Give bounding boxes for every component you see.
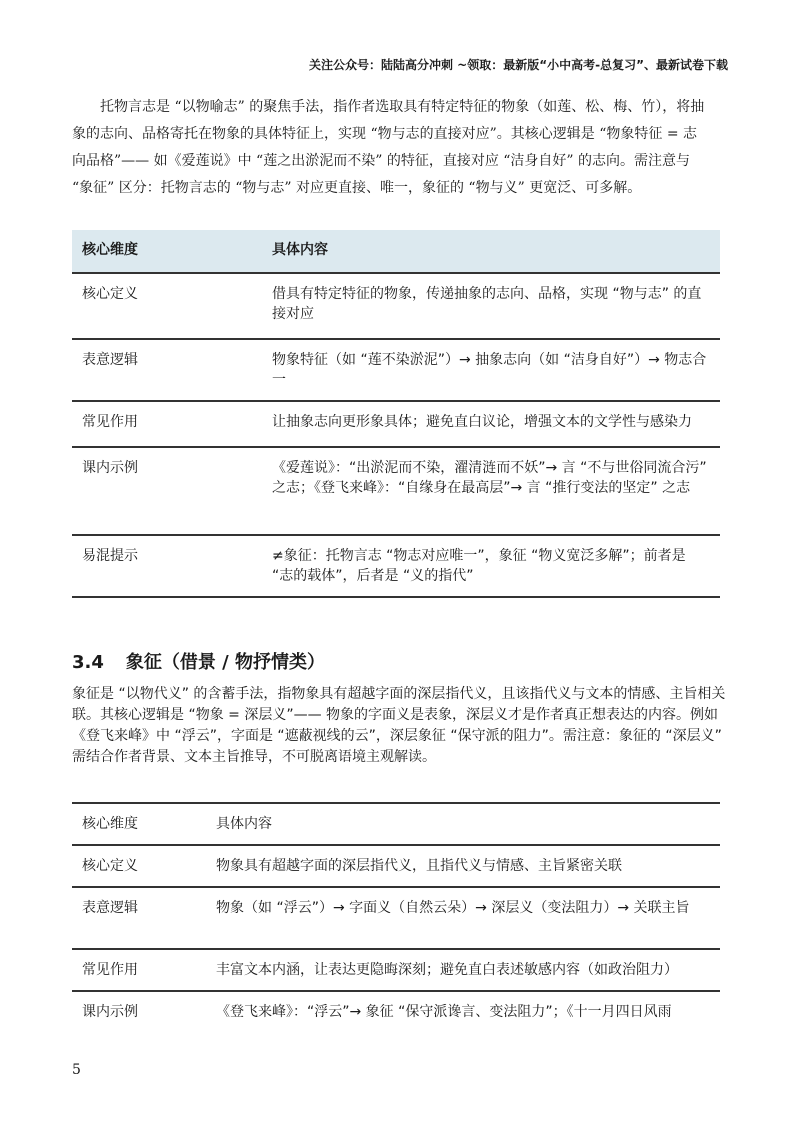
header-dimension: 核心维度 xyxy=(72,230,262,273)
table-header-row xyxy=(72,803,720,845)
table-row xyxy=(72,339,720,401)
row-dimension: 常见作用 xyxy=(72,401,262,447)
row-dimension: 课内示例 xyxy=(82,1004,138,1020)
table-row xyxy=(72,535,720,597)
header-content: 具体内容 xyxy=(262,230,720,273)
row-content: 让抽象志向更形象具体；避免直白议论，增强文本的文学性与感染力 xyxy=(262,401,720,447)
header-dimension: 核心维度 xyxy=(72,803,206,845)
row-content: 物象特征（如 “莲不染淤泥”）→ 抽象志向（如 “洁身自好”）→ 物志合一 xyxy=(262,339,720,401)
section-number: 3.4 xyxy=(72,652,104,673)
row-content: 物象具有超越字面的深层指代义，且指代义与情感、主旨紧密关联 xyxy=(206,845,720,887)
intro-paragraph: 托物言志是 “以物喻志” 的聚焦手法，指作者选取具有特定特征的物象（如莲、松、梅、竹），将抽象的志向、品格寄托在物象的具体特征上，实现 “物与志的直接对应”。其核心逻辑是 “物象特征 = 志向品格”—— 如《爱莲说》中 “莲之出淤泥而不染” 的特征，直接对应 “洁身自好” 的志向。需注意与 “象征” 区分：托物言志的 “物与志” 对应更直接、唯一，象征的 “物与义” 更宽泛、可多解。 xyxy=(72,99,705,196)
page-header: 关注公众号：陆陆高分冲刺 ~领取：最新版“小中高考-总复习”、最新试卷下载 xyxy=(309,58,728,72)
table-row xyxy=(72,949,720,991)
table-row xyxy=(72,447,720,535)
page-number: 5 xyxy=(72,1062,81,1078)
row-dimension: 表意逻辑 xyxy=(72,887,206,949)
row-dimension: 课内示例 xyxy=(72,447,262,535)
table-row xyxy=(72,991,720,1032)
table-row xyxy=(72,887,720,949)
section-title-text: 象征（借景 / 物抒情类） xyxy=(125,652,325,673)
row-content: ≠象征：托物言志 “物志对应唯一”，象征 “物义宽泛多解”；前者是 “志的载体”，后者是 “义的指代” xyxy=(262,535,720,597)
table-xiangzheng xyxy=(72,802,720,1032)
row-content: 借具有特定特征的物象，传递抽象的志向、品格，实现 “物与志” 的直接对应 xyxy=(262,273,720,339)
row-dimension: 表意逻辑 xyxy=(72,339,262,401)
row-dimension: 常见作用 xyxy=(72,949,206,991)
row-content: 《登飞来峰》：“浮云”→ 象征 “保守派谗言、变法阻力”；《十一月四日风雨 xyxy=(216,1004,672,1020)
header-content: 具体内容 xyxy=(206,803,720,845)
section-paragraph: 象征是 “以物代义” 的含蓄手法，指物象具有超越字面的深层指代义，且该指代义与文本的情感、主旨相关联。其核心逻辑是 “物象 = 深层义”—— 物象的字面义是表象，深层义才是作者真正想表达的内容。例如《登飞来峰》中 “浮云”，字面是 “遮蔽视线的云”，深层象征 “保守派的阻力”。需注意：象征的 “深层义” 需结合作者背景、文本主旨推导，不可脱离语境主观解读。 xyxy=(72,686,726,765)
row-dimension: 核心定义 xyxy=(72,845,206,887)
row-content: 《爱莲说》：“出淤泥而不染，濯清涟而不妖”→ 言 “不与世俗同流合污” 之志；《登飞来峰》：“自缘身在最高层”→ 言 “推行变法的坚定” 之志 xyxy=(262,447,720,535)
section-heading xyxy=(72,648,325,674)
row-dimension: 易混提示 xyxy=(72,535,262,597)
table-tuowu-yanzhi xyxy=(72,230,720,598)
table-row xyxy=(72,273,720,339)
row-content: 物象（如 “浮云”）→ 字面义（自然云朵）→ 深层义（变法阻力）→ 关联主旨 xyxy=(206,887,720,949)
row-content: 丰富文本内涵，让表达更隐晦深刻；避免直白表述敏感内容（如政治阻力） xyxy=(206,949,720,991)
table-row xyxy=(72,401,720,447)
table-row xyxy=(72,845,720,887)
table-header-row xyxy=(72,230,720,273)
row-dimension: 核心定义 xyxy=(72,273,262,339)
